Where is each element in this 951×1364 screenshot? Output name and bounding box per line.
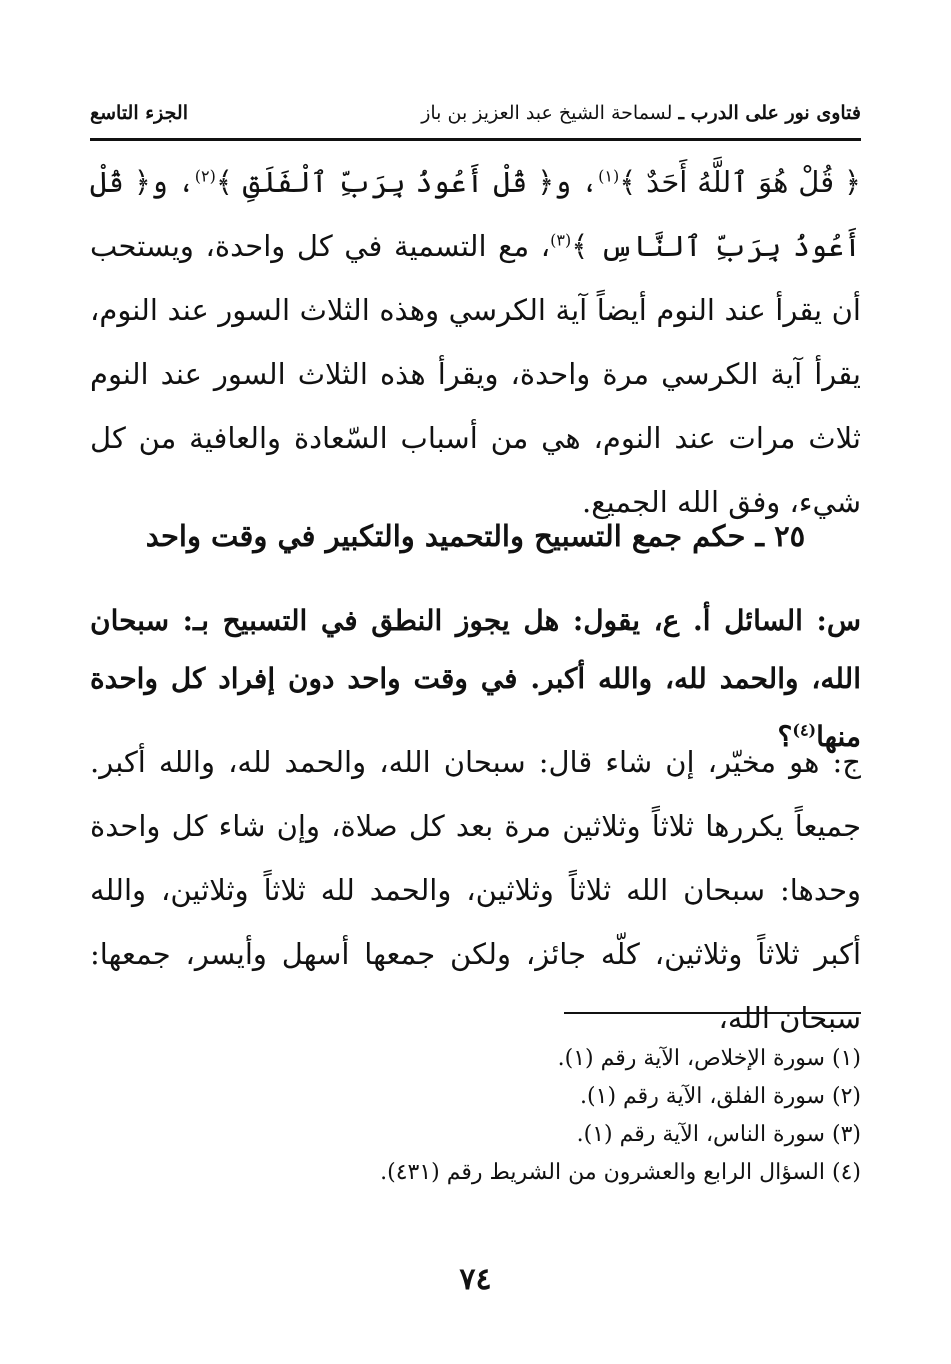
paragraph-intro [90,150,861,534]
ayah-falaq: ﴿ قُلْ أَعُوذُ بِرَبِّ ٱلْفَلَقِ ﴾ [215,165,555,199]
footnote-ref-4: (٤) [792,720,817,740]
running-header [90,98,861,141]
answer-paragraph: ج: هو مخيّر، إن شاء قال: سبحان الله، والحمد لله، والله أكبر. جميعاً يكررها ثلاثاً وثلاثين مرة بعد كل صلاة، وإن شاء كل واحدة وحدها: سبحان الله ثلاثاً وثلاثين، والحمد لله ثلاثاً وثلاثين، والله أكبر ثلاثاً وثلاثين، كلّه جائز، ولكن جمعها أسهل وأيسر، جمعها: سبحان الله، [90,745,861,1035]
question-mark: ؟ [777,720,793,753]
paragraph-intro-text: ، مع التسمية في كل واحدة، ويستحب أن يقرأ عند النوم أيضاً آية الكرسي وهذه الثلاث السور عند النوم، يقرأ آية الكرسي مرة واحدة، ويقرأ هذه الثلاث السور عند النوم ثلاث مرات عند النوم، هي من أسباب السّعادة والعافية من كل شيء، وفق الله الجميع. [90,229,861,519]
ayah-ikhlas: ﴿ قُلْ هُوَ ٱللَّهُ أَحَدٌ ﴾ [619,165,862,199]
footnote-2: (٢) سورة الفلق، الآية رقم (١). [580,1084,861,1109]
footnote-ref-2: (٢) [194,166,216,186]
question-text: س: السائل أ. ع، يقول: هل يجوز النطق في التسبيح بـ: سبحان الله، والحمد لله، والله أكبر. في وقت واحد دون إفراد كل واحدة منها [90,604,861,753]
footnote-ref-3: (٣) [550,230,572,250]
footnote-divider [564,1012,861,1014]
footnote-1: (١) سورة الإخلاص، الآية رقم (١). [557,1046,861,1071]
volume-label: الجزء التاسع [90,102,188,124]
author-name: لسماحة الشيخ عبد العزيز بن باز [421,102,673,124]
ayah-nas: ﴿ قُلْ أَعُوذُ بِرَبِّ ٱلنَّاسِ ﴾ [90,165,861,263]
book-title: فتاوى نور على الدرب ـ [678,102,861,124]
separator: ، و [554,165,599,199]
footnote-ref-1: (١) [598,166,620,186]
separator: ، و [150,165,195,199]
footnotes-list [90,1040,861,1192]
footnote-4: (٤) السؤال الرابع والعشرون من الشريط رقم (٤٣١). [380,1160,861,1185]
section-heading: ٢٥ ـ حكم جمع التسبيح والتحميد والتكبير في وقت واحد [145,519,806,553]
page-number: ٧٤ [459,1262,492,1297]
footnote-3: (٣) سورة الناس، الآية رقم (١). [576,1122,861,1147]
